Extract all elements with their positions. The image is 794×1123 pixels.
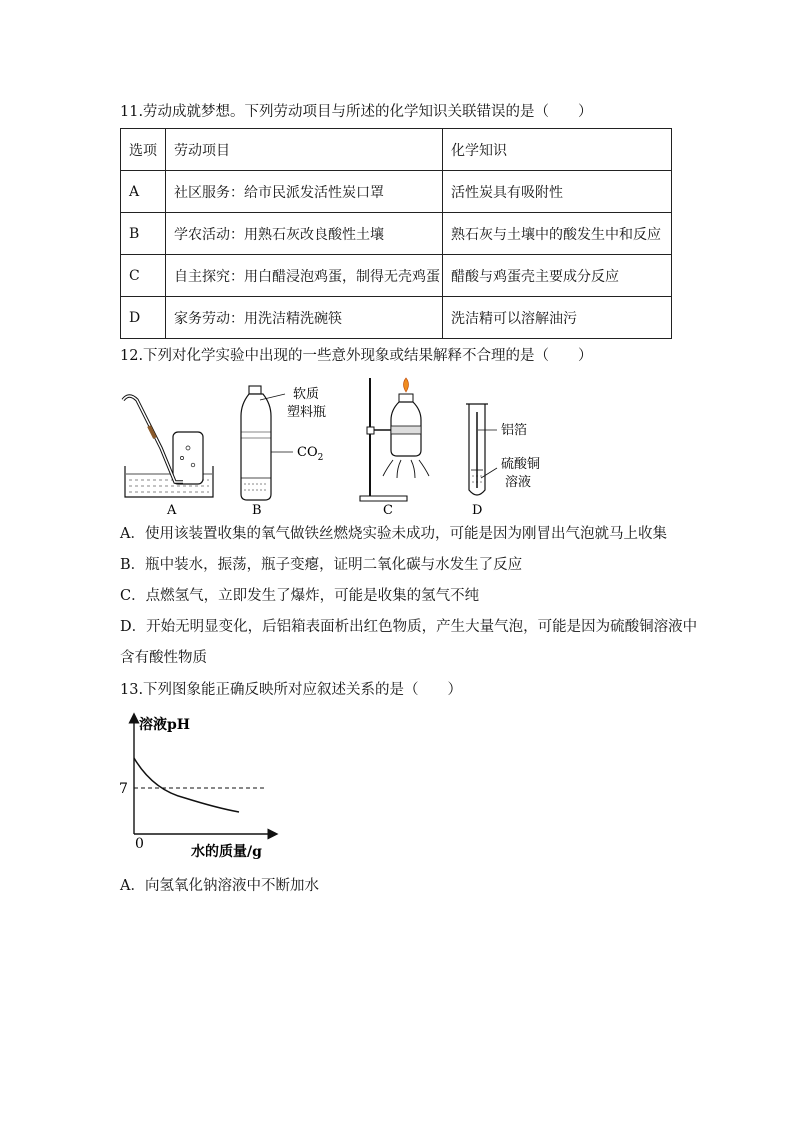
foil-label: 铝箔	[501, 423, 528, 438]
chem-knowledge: 熟石灰与土壤中的酸发生中和反应	[443, 213, 672, 255]
solution-label-2: 溶液	[505, 475, 532, 490]
origin-label: 0	[135, 836, 144, 852]
q13-option-a: A．向氢氧化钠溶液中不断加水	[120, 878, 319, 894]
ref-tick-label: 7	[119, 781, 128, 797]
bottle-label-plastic: 塑料瓶	[287, 405, 327, 420]
q11-table	[120, 128, 672, 339]
q13-ph-graph	[119, 712, 295, 862]
apparatus-d	[466, 404, 497, 495]
figure-label-d: D	[472, 503, 483, 518]
q13-stem: 13.下列图象能正确反映所对应叙述关系的是（ ）	[120, 682, 463, 698]
q12-option-a: A．使用该装置收集的氧气做铁丝燃烧实验未成功，可能是因为刚冒出气泡就马上收集	[120, 526, 667, 542]
header-cell: 化学知识	[443, 129, 672, 171]
apparatus-a	[123, 396, 213, 497]
figure-label-a: A	[167, 503, 177, 518]
option-letter: B	[121, 213, 166, 255]
chem-knowledge: 活性炭具有吸附性	[443, 171, 672, 213]
table-row	[121, 255, 672, 297]
option-letter: D	[121, 297, 166, 339]
option-letter: A	[121, 171, 166, 213]
labor-project: 学农活动：用熟石灰改良酸性土壤	[166, 213, 443, 255]
q12-stem: 12.下列对化学实验中出现的一些意外现象或结果解释不合理的是（ ）	[120, 348, 593, 364]
figure-label-c: C	[383, 503, 393, 518]
solution-label-1: 硫酸铜	[501, 457, 541, 472]
table-row	[121, 171, 672, 213]
x-axis-label: 水的质量/g	[191, 844, 262, 860]
labor-project: 社区服务：给市民派发活性炭口罩	[166, 171, 443, 213]
q12-option-c: C．点燃氢气，立即发生了爆炸，可能是收集的氢气不纯	[120, 588, 480, 604]
apparatus-b	[241, 386, 293, 500]
co2-label: $CO_2$	[297, 445, 324, 463]
q12-apparatus-figure	[115, 370, 575, 516]
apparatus-c	[360, 378, 429, 501]
labor-project: 自主探究：用白醋浸泡鸡蛋，制得无壳鸡蛋	[166, 255, 443, 297]
chem-knowledge: 洗洁精可以溶解油污	[443, 297, 672, 339]
q12-option-d: D．开始无明显变化，后铝箱表面析出红色物质，产生大量气泡，可能是因为硫酸铜溶液中	[120, 619, 698, 635]
table-row	[121, 213, 672, 255]
labor-project: 家务劳动：用洗洁精洗碗筷	[166, 297, 443, 339]
header-cell: 劳动项目	[166, 129, 443, 171]
q12-option-b: B．瓶中装水，振荡，瓶子变瘪，证明二氧化碳与水发生了反应	[120, 557, 523, 573]
bottle-label-soft: 软质	[293, 387, 320, 402]
table-header-row	[121, 129, 672, 171]
header-cell: 选项	[121, 129, 166, 171]
q11-stem: 11.劳动成就梦想。下列劳动项目与所述的化学知识关联错误的是（ ）	[120, 104, 593, 120]
option-letter: C	[121, 255, 166, 297]
q12-option-d-continued: 含有酸性物质	[120, 650, 207, 666]
y-axis-label: 溶液pH	[139, 717, 191, 733]
table-row	[121, 297, 672, 339]
chem-knowledge: 醋酸与鸡蛋壳主要成分反应	[443, 255, 672, 297]
figure-label-b: B	[252, 503, 262, 518]
ph-curve	[134, 758, 239, 812]
